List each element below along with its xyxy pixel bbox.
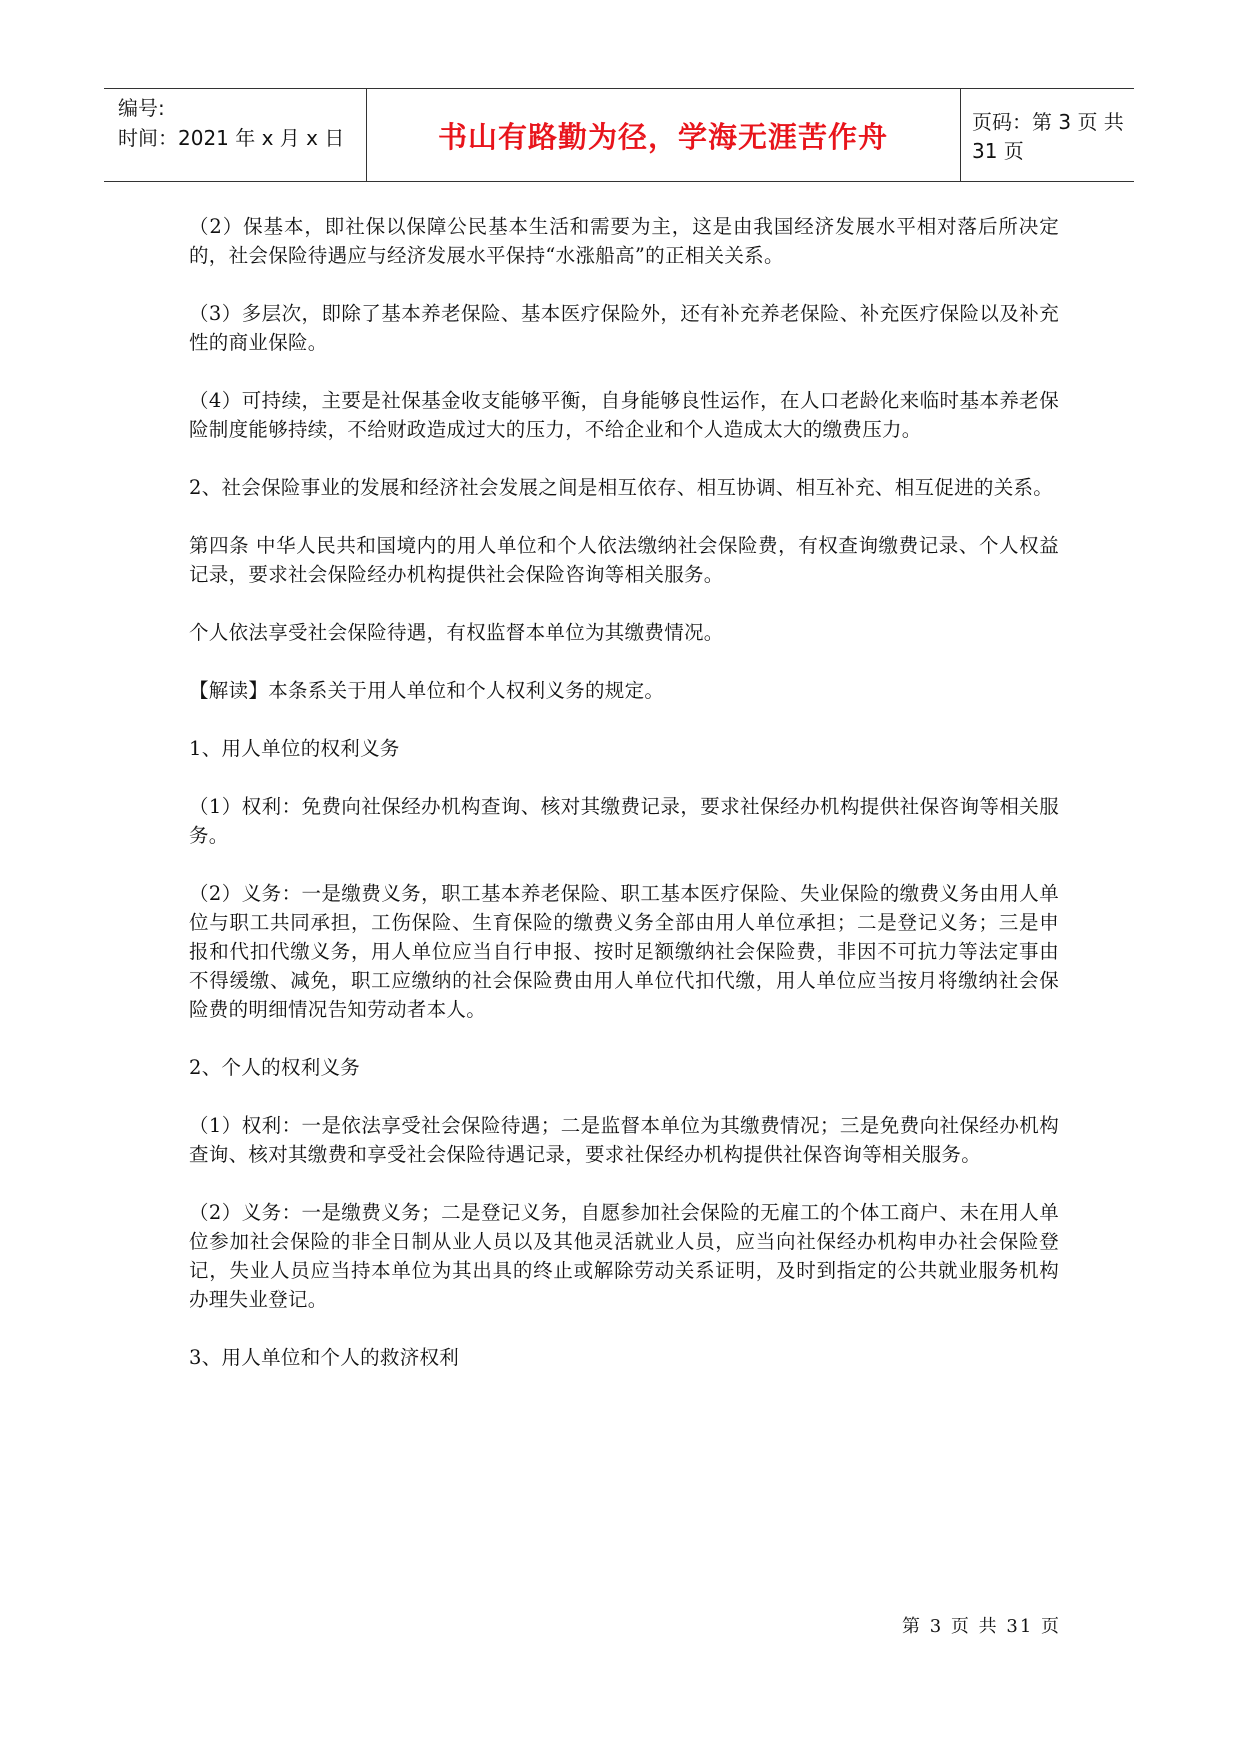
article-paragraph: 第四条 中华人民共和国境内的用人单位和个人依法缴纳社会保险费，有权查询缴费记录、个人权益记录，要求社会保险经办机构提供社会保险咨询等相关服务。 [189,534,1059,586]
document-time-label: 时间：2021 年 x 月 x 日 [118,126,345,150]
header-meta [118,93,344,153]
section-heading: 3、用人单位和个人的救济权利 [189,1346,460,1369]
interpretation-heading: 【解读】本条系关于用人单位和个人权利义务的规定。 [189,679,665,702]
page-header [104,88,1134,182]
paragraph: （2）义务：一是缴费义务，职工基本养老保险、职工基本医疗保险、失业保险的缴费义务由用人单位与职工共同承担，工伤保险、生育保险的缴费义务全部由用人单位承担；二是登记义务；三是申报和代扣代缴义务，用人单位应当自行申报、按时足额缴纳社会保险费，非因不可抗力等法定事由不得缓缴、减免，职工应缴纳的社会保险费由用人单位代扣代缴，用人单位应当按月将缴纳社会保险费的明细情况告知劳动者本人。 [189,882,1059,1021]
paragraph: （2）保基本，即社保以保障公民基本生活和需要为主，这是由我国经济发展水平相对落后所决定的，社会保险待遇应与经济发展水平保持“水涨船高”的正相关关系。 [189,215,1059,267]
header-page-number: 页码：第 3 页 共 31 页 [972,110,1124,163]
page-footer: 第 3 页 共 31 页 [902,1616,1061,1637]
section-heading: 2、个人的权利义务 [189,1056,361,1079]
paragraph: （2）义务：一是缴费义务；二是登记义务，自愿参加社会保险的无雇工的个体工商户、未在用人单位参加社会保险的非全日制从业人员以及其他灵活就业人员，应当向社保经办机构申办社会保险登记，失业人员应当持本单位为其出具的终止或解除劳动关系证明，及时到指定的公共就业服务机构办理失业登记。 [189,1201,1059,1311]
document-body [189,212,1059,1401]
paragraph: （1）权利：一是依法享受社会保险待遇；二是监督本单位为其缴费情况；三是免费向社保经办机构查询、核对其缴费和享受社会保险待遇记录，要求社保经办机构提供社保咨询等相关服务。 [189,1114,1059,1166]
header-divider-right [960,89,961,181]
header-motto: 书山有路勤为径，学海无涯苦作舟 [437,119,888,154]
paragraph: （3）多层次，即除了基本养老保险、基本医疗保险外，还有补充养老保险、补充医疗保险以及补充性的商业保险。 [189,302,1059,354]
paragraph: （4）可持续，主要是社保基金收支能够平衡，自身能够良性运作，在人口老龄化来临时基本养老保险制度能够持续，不给财政造成过大的压力，不给企业和个人造成太大的缴费压力。 [189,389,1059,441]
paragraph: （1）权利：免费向社保经办机构查询、核对其缴费记录，要求社保经办机构提供社保咨询等相关服务。 [189,795,1059,847]
paragraph: 2、社会保险事业的发展和经济社会发展之间是相互依存、相互协调、相互补充、相互促进的关系。 [189,476,1054,499]
paragraph: 个人依法享受社会保险待遇，有权监督本单位为其缴费情况。 [189,621,724,644]
section-heading: 1、用人单位的权利义务 [189,737,400,760]
document-number-label: 编号: [118,96,165,120]
